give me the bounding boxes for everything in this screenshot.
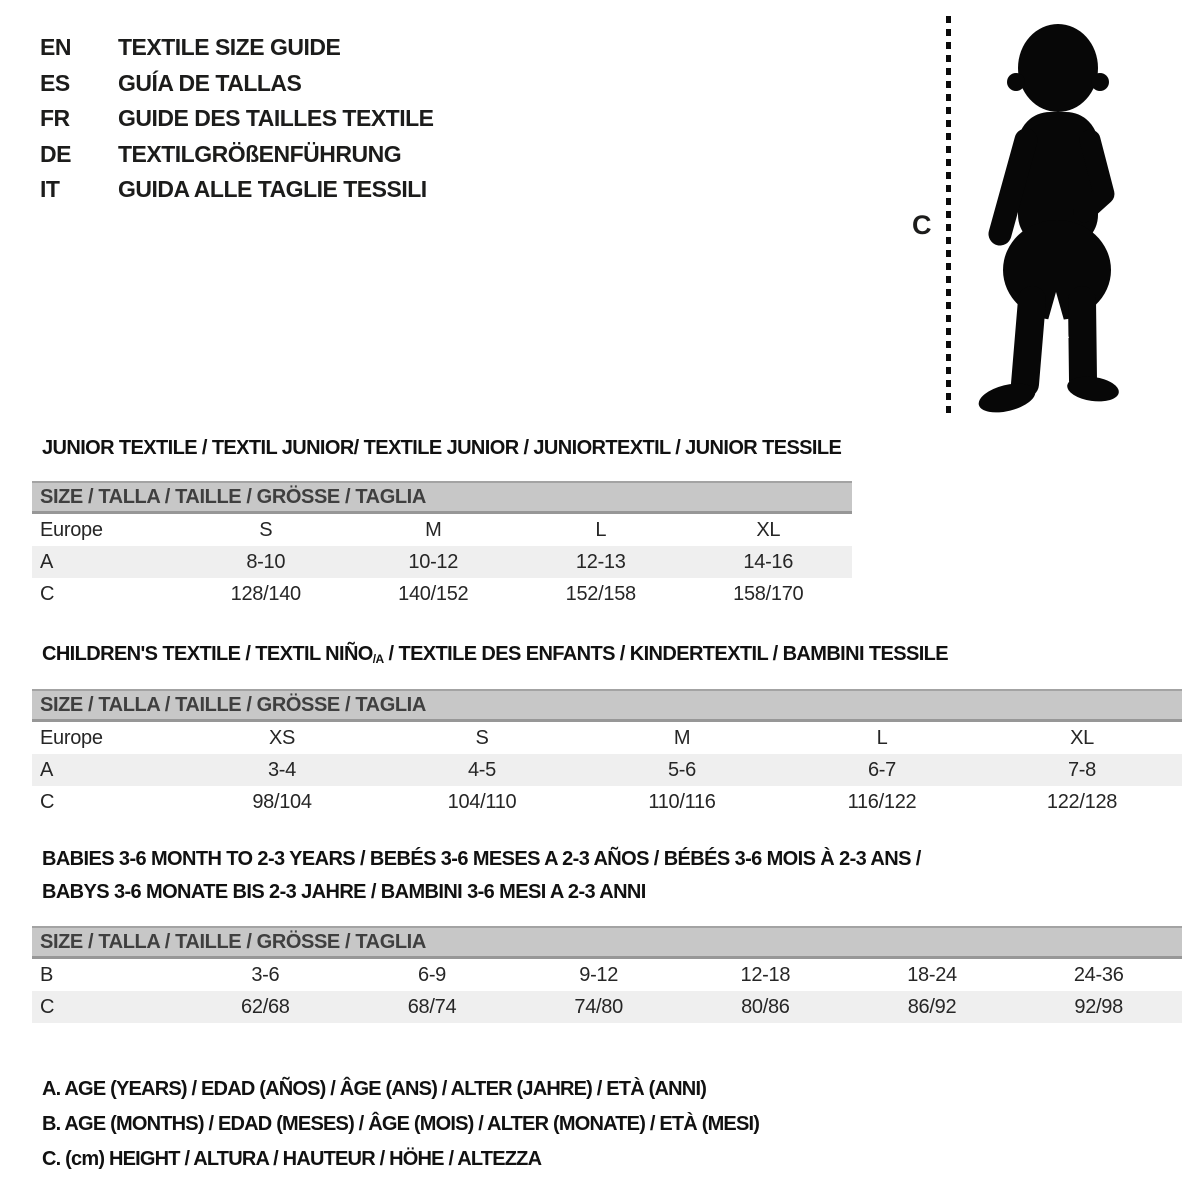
- language-code: ES: [40, 69, 70, 96]
- row-label: Europe: [40, 726, 103, 749]
- row-label: B: [40, 963, 54, 986]
- size-cell: 4-5: [467, 758, 496, 781]
- footnotes: [42, 1072, 759, 1177]
- size-cell: 62/68: [241, 995, 290, 1018]
- children-title-rest: / TEXTILE DES ENFANTS / KINDERTEXTIL / BAMBINI TESSILE: [383, 643, 949, 665]
- row-label: A: [40, 758, 54, 781]
- junior-size-table: [32, 481, 852, 610]
- table-row: [32, 578, 852, 610]
- footnote-height: C. (cm) HEIGHT / ALTURA / HAUTEUR / HÖHE / ALTEZZA: [42, 1148, 542, 1170]
- size-cell: 68/74: [407, 995, 457, 1018]
- children-title-subscript: /A: [372, 652, 384, 666]
- size-cell: L: [876, 726, 888, 749]
- size-cell: 18-24: [907, 963, 957, 986]
- size-cell: S: [259, 518, 273, 541]
- table-row: [32, 722, 1182, 754]
- language-code: DE: [40, 140, 71, 167]
- row-label: C: [40, 995, 55, 1018]
- size-cell: 6-9: [418, 963, 447, 986]
- size-cell: 7-8: [1067, 758, 1096, 781]
- size-cell: M: [673, 726, 691, 749]
- size-cell: 92/98: [1074, 995, 1123, 1018]
- table-header-bar: SIZE / TALLA / TAILLE / GRÖSSE / TAGLIA: [32, 481, 852, 514]
- size-cell: 158/170: [733, 582, 804, 605]
- babies-title-line1: BABIES 3-6 MONTH TO 2-3 YEARS / BEBÉS 3-6 MESES A 2-3 AÑOS / BÉBÉS 3-6 MOIS À 2-3 ANS /: [42, 848, 921, 870]
- children-size-table: [32, 689, 1182, 818]
- size-cell: 152/158: [565, 582, 636, 605]
- size-cell: XL: [756, 518, 781, 541]
- babies-section-title: [42, 843, 921, 909]
- language-label: TEXTILGRÖßENFÜHRUNG: [118, 140, 402, 167]
- language-row: [40, 137, 434, 173]
- table-header-bar: SIZE / TALLA / TAILLE / GRÖSSE / TAGLIA: [32, 926, 1182, 959]
- language-row: [40, 30, 434, 66]
- language-label: TEXTILE SIZE GUIDE: [118, 34, 341, 61]
- language-label: GUIDE DES TAILLES TEXTILE: [118, 105, 434, 132]
- size-cell: 3-4: [267, 758, 296, 781]
- row-label: C: [40, 582, 55, 605]
- size-cell: 116/122: [847, 790, 917, 813]
- size-cell: 86/92: [907, 995, 957, 1018]
- table-row: [32, 786, 1182, 818]
- size-cell: 9-12: [579, 963, 619, 986]
- size-cell: 12-13: [575, 550, 626, 573]
- size-cell: 140/152: [398, 582, 469, 605]
- toddler-silhouette-icon: [952, 12, 1142, 422]
- size-cell: 5-6: [667, 758, 696, 781]
- size-cell: L: [595, 518, 607, 541]
- size-cell: 122/128: [1046, 790, 1118, 813]
- row-label: A: [40, 550, 54, 573]
- footnote-age-years: A. AGE (YEARS) / EDAD (AÑOS) / ÂGE (ANS) / ALTER (JAHRE) / ETÀ (ANNI): [42, 1078, 707, 1100]
- language-row: [40, 172, 434, 208]
- language-code: FR: [40, 105, 70, 132]
- size-cell: 12-18: [740, 963, 791, 986]
- size-cell: 104/110: [447, 790, 517, 813]
- table-header-bar: SIZE / TALLA / TAILLE / GRÖSSE / TAGLIA: [32, 689, 1182, 722]
- table-row: [32, 754, 1182, 786]
- table-row: [32, 514, 852, 546]
- size-cell: 6-7: [867, 758, 896, 781]
- height-indicator-label: C: [912, 210, 932, 240]
- language-code: IT: [40, 176, 60, 203]
- junior-section-title: JUNIOR TEXTILE / TEXTIL JUNIOR/ TEXTILE JUNIOR / JUNIORTEXTIL / JUNIOR TESSILE: [42, 437, 842, 459]
- size-cell: 24-36: [1073, 963, 1124, 986]
- size-cell: M: [425, 518, 442, 541]
- size-cell: 10-12: [408, 550, 459, 573]
- row-label: Europe: [40, 518, 103, 541]
- size-cell: 128/140: [230, 582, 301, 605]
- height-dashed-line: [946, 16, 951, 418]
- language-header: [40, 30, 434, 208]
- size-cell: 8-10: [246, 550, 286, 573]
- language-row: [40, 101, 434, 137]
- babies-size-table: [32, 926, 1182, 1023]
- size-cell: 80/86: [741, 995, 790, 1018]
- children-title-main: CHILDREN'S TEXTILE / TEXTIL NIÑO: [42, 643, 373, 665]
- size-cell: XS: [268, 726, 296, 749]
- size-cell: 14-16: [743, 550, 794, 573]
- size-cell: XL: [1070, 726, 1094, 749]
- babies-title-line2: BABYS 3-6 MONATE BIS 2-3 JAHRE / BAMBINI 3-6 MESI A 2-3 ANNI: [42, 881, 646, 903]
- size-cell: 3-6: [251, 963, 280, 986]
- language-label: GUÍA DE TALLAS: [118, 69, 302, 96]
- size-cell: 74/80: [574, 995, 623, 1018]
- language-row: [40, 66, 434, 102]
- size-cell: 110/116: [648, 790, 716, 813]
- size-cell: 98/104: [252, 790, 312, 813]
- footnote-age-months: B. AGE (MONTHS) / EDAD (MESES) / ÂGE (MOIS) / ALTER (MONATE) / ETÀ (MESI): [42, 1113, 760, 1135]
- size-cell: S: [475, 726, 489, 749]
- row-label: C: [40, 790, 55, 813]
- children-section-title: [42, 643, 948, 666]
- table-row: [32, 546, 852, 578]
- table-row: [32, 959, 1182, 991]
- language-label: GUIDA ALLE TAGLIE TESSILI: [118, 176, 427, 203]
- table-row: [32, 991, 1182, 1023]
- language-code: EN: [40, 34, 71, 61]
